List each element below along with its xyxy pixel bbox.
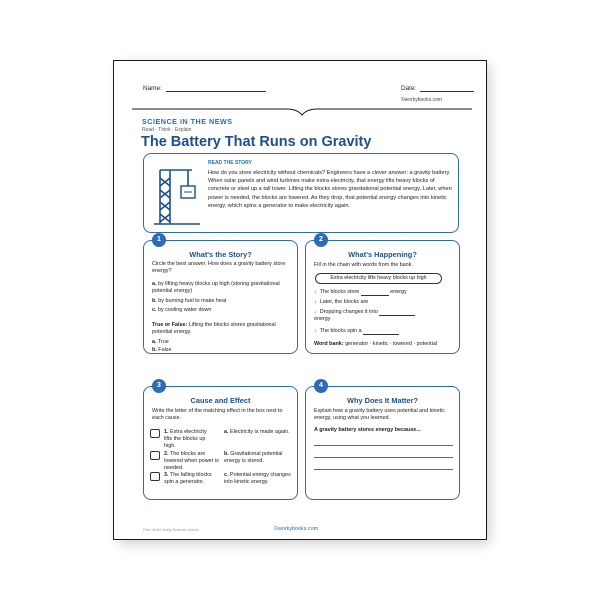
panel-prompt: Write the letter of the matching effect in the box next to each cause.: [152, 408, 283, 421]
panel-whats-happening: [305, 236, 460, 354]
effect-letter: c.: [224, 472, 229, 478]
page-title: The Battery That Runs on Gravity: [141, 134, 372, 150]
panel-number-badge: 1: [152, 233, 166, 247]
option-text: by cooling water down: [158, 307, 212, 313]
option-letter: a.: [152, 339, 157, 345]
panel-cause-and-effect: [143, 382, 298, 500]
panel-title: Cause and Effect: [190, 396, 251, 405]
panel-title: What's the Story?: [189, 250, 252, 259]
panel-title: What's Happening?: [348, 250, 417, 259]
down-arrow-icon: ↓: [314, 309, 317, 315]
chain-step-4[interactable]: [314, 328, 399, 335]
chain-text-after: energy: [314, 316, 331, 322]
chain-step-1[interactable]: [314, 289, 407, 296]
cause-number: 3.: [164, 472, 169, 478]
footer-site: ©workybooks.com: [274, 526, 319, 532]
down-arrow-icon: ↓: [314, 289, 317, 295]
answer-option-c[interactable]: [152, 307, 292, 314]
chain-text: The blocks store: [319, 289, 360, 295]
date-blank[interactable]: [420, 86, 474, 92]
effect-b: [224, 451, 294, 465]
word-bank-label: Word bank:: [314, 341, 344, 347]
panel-number-badge: 3: [152, 379, 166, 393]
chain-blank[interactable]: [361, 291, 389, 296]
chain-step-3[interactable]: [314, 309, 454, 323]
chain-text: Dropping changes it into: [319, 309, 378, 315]
down-arrow-icon: ↓: [314, 328, 317, 334]
chain-step-2[interactable]: [314, 299, 368, 306]
name-blank[interactable]: [166, 86, 266, 92]
panel-whats-the-story: [143, 236, 298, 354]
name-field[interactable]: [143, 85, 266, 92]
answer-option-a[interactable]: [152, 281, 292, 295]
tf-label: True or False:: [152, 322, 188, 328]
panel-title: Why Does It Matter?: [346, 396, 419, 405]
gravity-tower-icon: [152, 164, 204, 226]
writing-line[interactable]: [314, 469, 453, 470]
cause-text: Extra electricity lifts the blocks up high.: [164, 429, 207, 449]
sentence-starter: A gravity battery stores energy because...: [314, 427, 421, 433]
writing-line[interactable]: [314, 445, 453, 446]
site-credit-top: ©workybooks.com: [401, 97, 442, 103]
read-the-story-box: [143, 153, 459, 233]
answer-option-b[interactable]: [152, 298, 292, 305]
option-letter: c.: [152, 307, 157, 313]
effect-a: [224, 429, 294, 436]
panel-why-does-it-matter: [305, 382, 460, 500]
answer-box-1[interactable]: [150, 429, 160, 438]
cause-text: The blocks are lowered when power is needed.: [164, 451, 219, 471]
story-label: READ THE STORY: [208, 160, 252, 166]
tf-option-false[interactable]: [152, 347, 171, 354]
date-field[interactable]: [401, 85, 474, 92]
effect-letter: a.: [224, 429, 229, 435]
effect-letter: b.: [224, 451, 229, 457]
option-letter: b.: [152, 298, 157, 304]
section-kicker: SCIENCE IN THE NEWS: [142, 117, 233, 126]
chain-text: The blocks spin a: [319, 328, 362, 334]
effect-text: Electricity is made again.: [230, 429, 290, 435]
date-label: Date:: [401, 85, 417, 92]
answer-box-3[interactable]: [150, 472, 160, 481]
chain-blank[interactable]: [379, 311, 415, 316]
cause-1: [164, 429, 216, 450]
panel-prompt: Fill in the chain with words from the bank.: [314, 262, 413, 268]
word-bank: [314, 341, 454, 348]
worksheet-page: [113, 60, 487, 540]
section-subkicker: Read · Think · Explain: [142, 127, 192, 133]
option-letter: b.: [152, 347, 157, 353]
word-bank-words: generator · kinetic · lowered · potential: [345, 341, 438, 347]
option-text: by lifting heavy blocks up high (storing gravitational potential energy): [152, 281, 280, 294]
panel-prompt: Explain how a gravity battery uses potential and kinetic energy, using what you learned.: [314, 408, 445, 421]
true-false-prompt: [152, 322, 292, 336]
panel-number-badge: 4: [314, 379, 328, 393]
option-text: False: [158, 347, 172, 353]
answer-box-2[interactable]: [150, 451, 160, 460]
panel-prompt: Circle the best answer. How does a gravity battery store energy?: [152, 261, 286, 274]
effect-text: Potential energy changes into kinetic energy.: [224, 472, 291, 485]
cause-number: 2.: [164, 451, 169, 457]
header-divider: [132, 107, 472, 117]
chain-start: Extra electricity lifts heavy blocks up high: [315, 273, 442, 284]
story-text: How do you store electricity without chemicals? Engineers have a clever answer: a gravity battery. When solar panels and wind turbines make extra electricity, that energy lifts heavy blocks of concrete or steel up a tall tower. Lifting the blocks stores gravitational potential energy. Later, when power is needed, the blocks are lowered. As they drop, that potential energy changes into kinetic energy, which spins a generator to make electricity again.: [208, 170, 452, 209]
footer-series: Part of the Daily Science series: [143, 527, 199, 532]
writing-line[interactable]: [314, 457, 453, 458]
tf-option-true[interactable]: [152, 339, 169, 346]
option-letter: a.: [152, 281, 157, 287]
cause-3: [164, 472, 220, 486]
effect-c: [224, 472, 292, 486]
cause-2: [164, 451, 220, 472]
down-arrow-icon: ↓: [314, 299, 317, 305]
cause-number: 1.: [164, 429, 169, 435]
cause-text: The falling blocks spin a generator.: [164, 472, 212, 485]
tf-text: Lifting the blocks stores gravitational potential energy.: [152, 322, 276, 335]
panel-number-badge: 2: [314, 233, 328, 247]
chain-blank[interactable]: [363, 330, 399, 335]
name-label: Name:: [143, 85, 162, 92]
option-text: True: [157, 339, 169, 345]
effect-text: Gravitational potential energy is stored.: [224, 451, 283, 464]
chain-text-after: energy: [390, 289, 407, 295]
chain-text: Later, the blocks are: [319, 299, 369, 305]
option-text: by burning fuel to make heat: [158, 298, 227, 304]
